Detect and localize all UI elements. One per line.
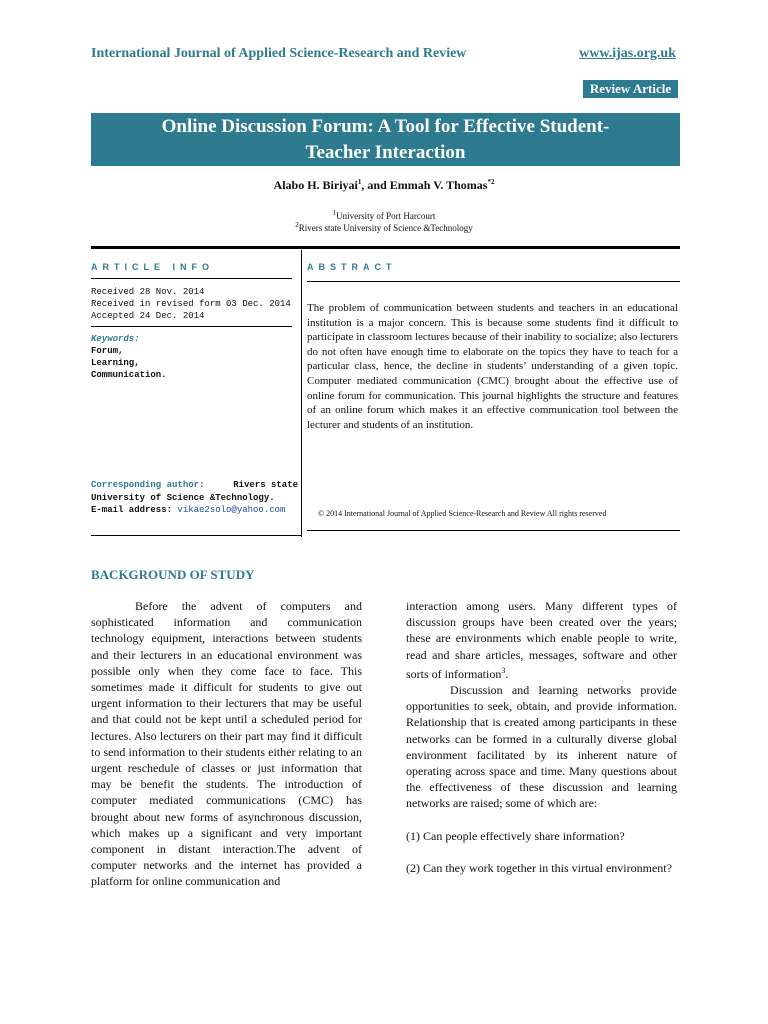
abstract-rule (307, 281, 680, 282)
journal-name: International Journal of Applied Science-Research and Review (91, 46, 467, 61)
affiliation-2 (0, 221, 768, 233)
email-line (91, 504, 298, 517)
keyword-1: Forum, (91, 346, 124, 356)
top-rule (91, 246, 680, 249)
accepted-date: Accepted 24 Dec. 2014 (91, 311, 205, 321)
left-paragraph-1: Before the advent of computers and sophisticated information and communication technology equipment, interactions between students and their lecturers in an educational environment was possible only when they come face to face. This sometimes made it difficult for students to give out urgent information to their lecturers that may be useful and that could not be kept until a scheduled period for lectures. Also lecturers on their part may find it difficult to send information to their students either relating to an urgent reschedule of classes or just information that may be benefit the students. The introduction of computer mediated communications (CMC) has brought about new forms of asynchronous discussion, which makes up a significant and very important component in distant interaction.The advent of computer networks and the internet has provided a platform for online communication and (91, 599, 362, 889)
right-paragraph-2: Discussion and learning networks provide opportunities to seek, obtain, and provide information. Relationship that is created among participants in these networks can be formed in a culturally diverse global environment facilitated by its inherent nature of operating across space and time. Many questions about the effectiveness of these discussion and learning networks are raised; some of which are: (406, 683, 677, 811)
right-paragraph-1-text: interaction among users. Many different types of discussion groups have been created over the years; these are environments which enable people to write, read and share articles, messages, software and other sorts of information (406, 599, 677, 681)
left-column (91, 598, 362, 890)
received-date: Received 28 Nov. 2014 (91, 287, 205, 297)
column-divider (301, 250, 302, 537)
keywords-block (91, 333, 167, 381)
title-line-2: Teacher Interaction (305, 142, 466, 163)
info-bottom-rule (91, 535, 301, 536)
question-1: (1) Can people effectively share information? (406, 828, 625, 843)
affiliation-2-text: Rivers state University of Science &Technology (298, 223, 473, 233)
article-info-heading: ARTICLE INFO (91, 262, 214, 272)
corr-text-1: Rivers state (233, 480, 298, 490)
question-2: (2) Can they work together in this virtual environment? (406, 860, 672, 875)
journal-website-link[interactable]: www.ijas.org.uk (579, 46, 676, 61)
article-type-badge: Review Article (583, 80, 678, 98)
corr-line-1 (91, 479, 298, 492)
author-2-sup: *2 (487, 178, 495, 186)
abstract-heading: ABSTRACT (307, 262, 397, 272)
right-column (406, 598, 677, 876)
citation-3: 3 (501, 665, 506, 675)
corresponding-author (91, 479, 298, 517)
author-1: Alabo H. Biriyai (273, 178, 358, 192)
abstract-body: The problem of communication between students and teachers in an educational institution is a major concern. This is because some students find it difficult to participate in classroom lectures because of their inability to socialize; also lecturers do not often have enough time to elaborate on the topics they have to teach for a particular class, hence, the decline in students’ understanding of a given topic. Computer mediated communication (CMC) brought about the effective use of online forum for communication. This journal highlights the structure and features of an online forum which makes it an effective communication tool between the lecturer and students of an institution. (307, 302, 678, 431)
email-link[interactable]: vikae2solo@yahoo.com (177, 505, 286, 515)
right-paragraph-1 (406, 598, 677, 682)
author-2: Emmah V. Thomas (389, 178, 488, 192)
corr-label: Corresponding author: (91, 480, 205, 490)
section-heading-background: BACKGROUND OF STUDY (91, 567, 255, 582)
keyword-2: Learning, (91, 358, 140, 368)
affiliation-1-text: University of Port Harcourt (336, 211, 436, 221)
title-line-1: Online Discussion Forum: A Tool for Effective Student- (161, 116, 610, 137)
keyword-3: Communication. (91, 370, 167, 380)
affiliation-1-sup: 1 (332, 209, 337, 217)
revised-date: Received in revised form 03 Dec. 2014 (91, 299, 291, 309)
author-1-sup: 1 (357, 178, 362, 186)
copyright-notice: © 2014 International Journal of Applied Science-Research and Review All rights reserved (318, 509, 607, 518)
affiliation-2-sup: 2 (295, 221, 299, 229)
article-info-rule (91, 278, 292, 279)
dates-rule (91, 326, 292, 327)
affiliation-1 (0, 209, 768, 221)
author-list (0, 178, 768, 193)
article-dates (91, 286, 296, 322)
right-paragraph-1-end: . (505, 666, 509, 681)
abstract-bottom-rule (307, 530, 680, 531)
corr-text-2: University of Science &Technology. (91, 492, 275, 503)
author-separator: , and (361, 178, 390, 192)
email-label: E-mail address: (91, 505, 173, 515)
keywords-label: Keywords: (91, 334, 140, 344)
article-title (91, 113, 680, 166)
